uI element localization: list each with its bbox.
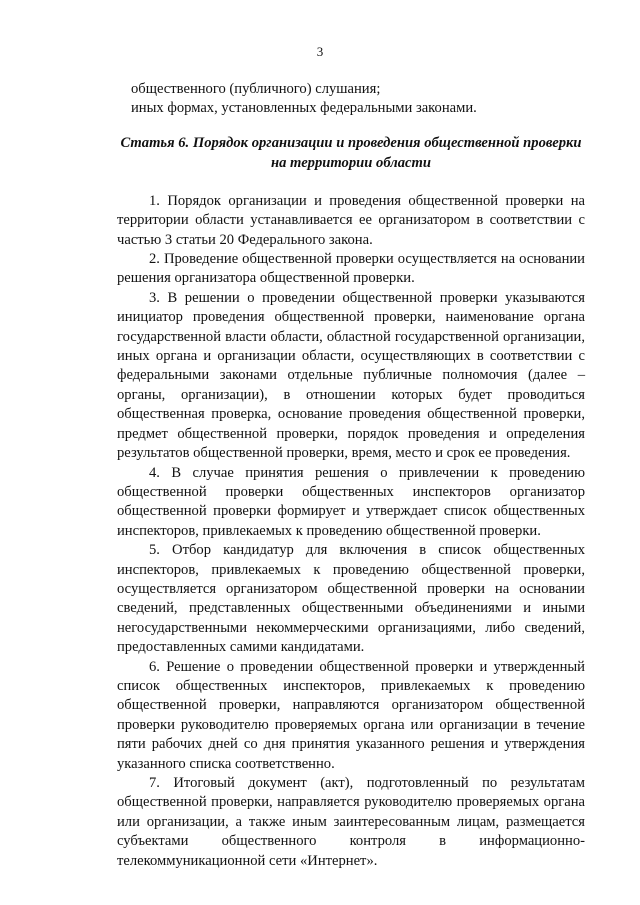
article-heading-line: на территории области	[271, 154, 431, 171]
intro-line: иных формах, установленных федеральными законами.	[131, 100, 477, 117]
page-number: 3	[316, 44, 324, 59]
paragraph-6: 6. Решение о проведении общественной проверки и утвержденный список общественных инспекторов, привлекаемых к проведению общественной проверки, направляются организатором общественной проверки руководителю проверяемых органа или организации в течение пяти рабочих дней со дня принятия указанного решения и утверждения указанного списка соответственно.	[117, 658, 585, 772]
document-body	[117, 80, 585, 871]
paragraph-7: 7. Итоговый документ (акт), подготовленный по результатам общественной проверки, направляется руководителю проверяемых органа или организации, а также иным заинтересованным лицам, размещается субъектами общественного контроля в информационно-телекоммуникационной сети «Интернет».	[117, 775, 585, 869]
paragraph-1: 1. Порядок организации и проведения общественной проверки на территории области устанавливается ее организатором в соответствии с частью 3 статьи 20 Федерального закона.	[117, 192, 585, 248]
intro-line: общественного (публичного) слушания;	[131, 81, 381, 97]
paragraph-3: 3. В решении о проведении общественной проверки указываются инициатор проведения общественной проверки, наименование органа государственной власти области, областной государственной организации, иных органа и организации области, осуществляющих в соответствии с федеральными законами отдельные публичные полномочия (далее – органы, организации), в отношении которых будет проводиться общественная проверка, основание проведения общественной проверки, предмет общественной проверки, порядок проведения и определения результатов общественной проверки, время, место и срок ее проведения.	[117, 289, 585, 462]
paragraph-4: 4. В случае принятия решения о привлечении к проведению общественной проверки общественных инспекторов организатор общественной проверки формирует и утверждает список общественных инспекторов, привлекаемых к проведению общественной проверки.	[117, 464, 585, 539]
article-heading	[117, 133, 585, 173]
paragraph-5: 5. Отбор кандидатур для включения в список общественных инспекторов, привлекаемых к проведению общественной проверки, осуществляется организатором общественной проверки на основании сведений, представленных общественными объединениями и иными негосударственными некоммерческими организациями, либо сведений, предоставленных самими кандидатами.	[117, 542, 585, 656]
paragraph-2: 2. Проведение общественной проверки осуществляется на основании решения организатора общественной проверки.	[117, 251, 585, 287]
article-heading-line: Статья 6. Порядок организации и проведения общественной проверки	[120, 134, 582, 151]
